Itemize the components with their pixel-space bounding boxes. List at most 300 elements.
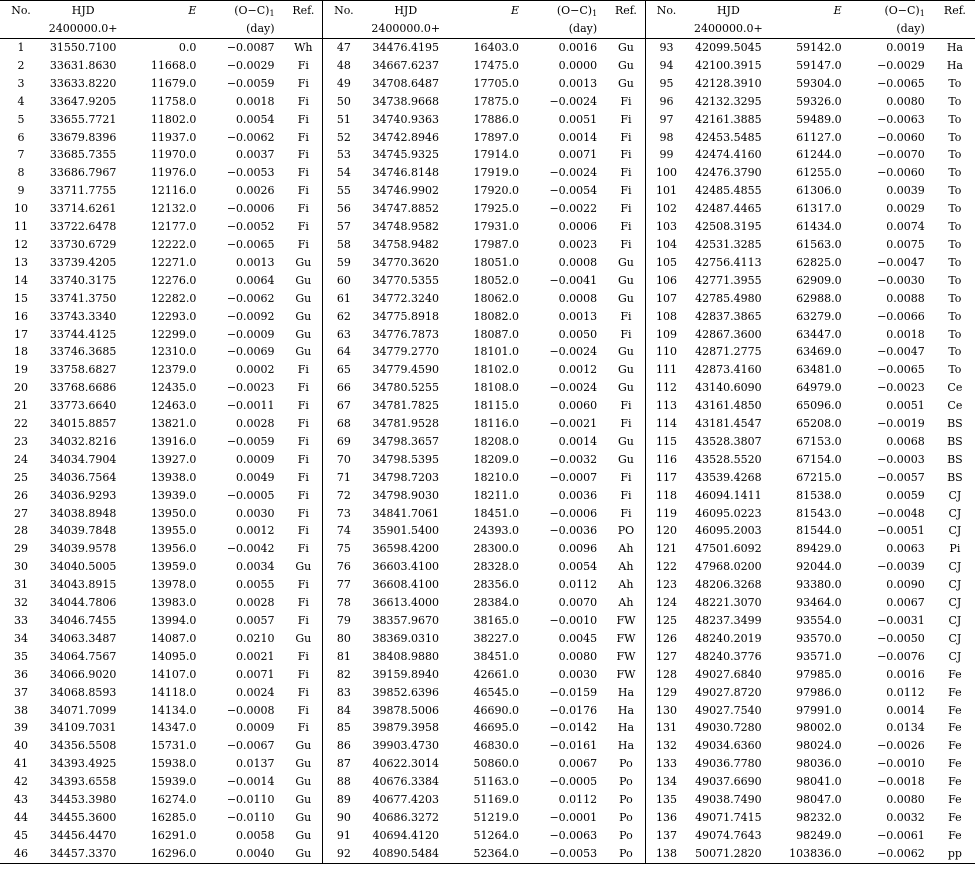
cell-ref: Fi [297,148,309,162]
cell-no: 115 [645,433,687,451]
cell-ref: Fi [620,237,632,251]
cell-oc: 0.0071 [236,667,275,681]
cell-no: 3 [17,76,25,90]
cell-hjd: 42867.3600 [695,327,762,341]
cell-ref: Gu [618,76,634,90]
cell-epoch: 17931.0 [473,220,519,234]
cell-no: 137 [645,827,687,845]
cell-ref: To [948,345,962,359]
cell-hjd: 48237.3499 [695,614,762,627]
cell-oc: −0.0018 [877,775,925,789]
cell-hjd: 48206.3268 [695,578,762,592]
cell-no: 136 [645,809,687,827]
cell-oc: 0.0051 [558,112,598,126]
cell-hjd: 40677.4203 [372,793,439,807]
cell-epoch: 17886.0 [473,112,519,126]
cell-hjd: 34742.8946 [372,130,439,144]
cell-ref: Fi [297,452,309,466]
cell-ref: BS [947,434,963,448]
cell-no: 74 [323,522,365,540]
cell-hjd: 33686.7967 [49,166,117,180]
cell-oc: 0.0064 [236,273,275,287]
cell-oc: −0.0065 [877,363,925,377]
cell-hjd: 34071.7099 [49,703,117,717]
table-row [0,433,975,451]
cell-no: 86 [323,737,365,755]
table-body [0,39,975,864]
table-row [0,146,975,164]
cell-epoch: 17920.0 [473,184,519,198]
table-row [0,129,975,147]
cell-no: 19 [14,363,29,377]
cell-oc: 0.0030 [236,506,275,520]
cell-hjd: 42771.3955 [695,273,762,287]
header-ref: Ref. [935,1,975,21]
cell-epoch: 15939.0 [150,775,197,789]
cell-epoch: 97986.0 [796,685,842,699]
cell-hjd: 34781.7825 [372,399,439,413]
cell-ref: Ce [947,381,963,395]
cell-oc: −0.0014 [226,775,275,789]
cell-ref: Po [619,828,633,842]
cell-epoch: 28384.0 [473,596,519,610]
cell-ref: Gu [618,381,634,395]
cell-ref: To [948,148,962,162]
cell-oc: −0.0059 [226,76,275,90]
cell-oc: −0.0032 [549,452,598,466]
cell-epoch: 14107.0 [150,667,197,681]
cell-oc: −0.0057 [877,470,925,484]
cell-hjd: 42785.4980 [695,291,762,305]
cell-epoch: 98047.0 [796,793,842,807]
cell-hjd: 36598.4200 [372,542,439,556]
header-hjd-offset: 2400000.0+ [687,20,769,39]
cell-oc: −0.0069 [226,345,275,359]
cell-oc: 0.0063 [886,542,925,556]
cell-epoch: 14347.0 [150,721,197,735]
cell-oc: 0.0018 [236,94,275,108]
cell-hjd: 34457.3370 [42,845,124,863]
cell-epoch: 61306.0 [796,184,842,198]
header-e: E [769,1,847,21]
table-row [0,451,975,469]
cell-ref: Fi [297,184,309,198]
cell-ref: FW [616,614,636,627]
cell-epoch: 18209.0 [473,452,519,466]
header-oc [202,1,284,21]
cell-no: 12 [14,237,29,251]
header-oc-index: 1 [269,9,275,18]
cell-oc: −0.0047 [877,345,925,359]
cell-oc: −0.0092 [226,309,275,323]
cell-oc: −0.0024 [549,94,598,108]
cell-oc: −0.0060 [877,166,925,180]
table-row [0,182,975,200]
cell-hjd: 46094.1411 [695,488,762,502]
cell-oc: −0.0050 [877,631,925,645]
cell-hjd: 34040.5005 [49,560,117,574]
cell-hjd: 33768.6686 [49,381,117,395]
cell-hjd: 34776.7873 [372,327,439,341]
cell-ref: Fi [620,220,632,234]
cell-oc: 0.0014 [886,703,925,717]
cell-ref: CJ [948,506,962,520]
cell-oc: 0.0080 [886,793,925,807]
cell-oc: 0.0008 [558,255,598,269]
table-row [0,164,975,182]
cell-no: 81 [323,648,365,666]
cell-ref: Fi [620,112,632,126]
cell-hjd: 33739.4205 [49,255,117,269]
cell-oc: 0.0037 [236,148,275,162]
cell-ref: Wh [294,41,313,54]
cell-no: 104 [645,236,687,254]
cell-hjd: 50071.2820 [687,845,769,863]
cell-epoch: 18051.0 [473,255,519,269]
header-blank [769,20,847,39]
cell-epoch: 17914.0 [473,148,519,162]
cell-no: 134 [645,773,687,791]
cell-oc: −0.0065 [877,76,925,90]
cell-no: 96 [645,93,687,111]
header-oc-index: 1 [592,9,598,18]
cell-hjd: 39879.3958 [372,721,439,735]
cell-hjd: 46095.2003 [695,524,762,538]
cell-epoch: 17919.0 [473,166,519,180]
cell-ref: Fi [297,237,309,251]
header-oc [525,1,607,21]
cell-epoch: 24393.0 [473,524,519,538]
cell-hjd: 33714.6261 [49,202,117,216]
cell-no: 49 [323,75,365,93]
cell-epoch: 51264.0 [473,828,519,842]
cell-no: 6 [17,130,25,144]
cell-epoch: 12299.0 [150,327,197,341]
cell-no: 102 [645,200,687,218]
cell-ref: CJ [948,631,962,645]
cell-oc: 0.0049 [236,470,275,484]
cell-ref: Fi [297,614,309,627]
cell-no: 80 [323,630,365,648]
cell-ref: FW [616,649,636,663]
cell-oc: −0.0076 [877,649,925,663]
table-row [0,791,975,809]
cell-hjd: 34748.9582 [372,220,439,234]
cell-oc: −0.0011 [226,399,275,413]
cell-ref: PO [617,524,635,538]
cell-epoch: 63481.0 [796,363,842,377]
cell-ref: Fe [948,775,962,789]
cell-oc: 0.0134 [886,721,925,735]
cell-oc: 0.0012 [558,363,598,377]
cell-oc: 0.0137 [236,757,275,771]
cell-no: 47 [323,39,365,57]
cell-epoch: 18087.0 [473,327,519,341]
cell-epoch: 16285.0 [150,810,197,824]
cell-no: 29 [14,542,29,556]
cell-hjd: 34036.9293 [49,488,117,502]
cell-hjd: 34775.8918 [372,309,439,323]
cell-no: 79 [323,612,365,630]
cell-hjd: 33633.8220 [49,76,117,90]
cell-ref: Ah [618,578,634,592]
header-hjd: HJD [687,1,769,21]
cell-hjd: 34708.6487 [372,76,439,90]
cell-ref: Gu [295,327,312,341]
cell-epoch: 28300.0 [473,542,519,556]
cell-no: 62 [323,308,365,326]
cell-hjd: 49030.7280 [695,721,762,735]
cell-no: 9 [17,184,25,198]
cell-epoch: 17925.0 [473,202,519,216]
cell-ref: Gu [295,273,312,287]
cell-epoch: 17987.0 [473,237,519,251]
table-row [0,93,975,111]
cell-epoch: 46690.0 [473,703,519,717]
cell-hjd: 33647.9205 [49,94,117,108]
cell-oc: −0.0062 [226,130,275,144]
cell-ref: BS [947,452,963,466]
cell-oc: 0.0075 [886,237,925,251]
cell-ref: CJ [948,488,962,502]
cell-ref: Fe [948,721,962,735]
cell-no: 73 [323,505,365,523]
cell-oc: 0.0070 [558,596,598,610]
cell-epoch: 64979.0 [796,381,842,395]
cell-ref: Fi [297,381,309,395]
cell-no: 13 [14,255,29,269]
cell-no: 23 [14,434,29,448]
cell-hjd: 34772.3240 [372,291,439,305]
cell-no: 37 [14,685,29,699]
cell-epoch: 63469.0 [796,345,842,359]
cell-hjd: 34747.8852 [372,202,439,216]
cell-ref: Fi [297,685,309,699]
cell-oc: −0.0059 [226,434,275,448]
cell-oc: −0.0070 [877,148,925,162]
header-no: No. [645,1,687,21]
cell-epoch: 51219.0 [473,810,519,824]
cell-epoch: 13956.0 [150,542,197,556]
cell-oc: 0.0112 [558,578,598,592]
table-row [0,666,975,684]
table-row [0,737,975,755]
cell-epoch: 62988.0 [796,291,842,305]
cell-hjd: 36613.4000 [372,596,439,610]
cell-oc: −0.0054 [549,184,598,198]
cell-no: 44 [14,810,29,824]
cell-no: 7 [17,148,25,162]
cell-hjd: 42476.3790 [695,166,762,180]
cell-ref: BS [947,417,963,431]
cell-no: 28 [14,524,29,538]
cell-oc: −0.0006 [226,202,275,216]
cell-oc: 0.0016 [558,41,598,54]
cell-oc: −0.0024 [549,381,598,395]
table-row [0,558,975,576]
cell-oc: −0.0067 [226,739,275,753]
cell-oc: 0.0055 [236,578,275,592]
cell-no: 51 [323,111,365,129]
cell-oc: −0.0005 [549,775,598,789]
header-oc-main: (O−C) [556,4,593,17]
cell-oc: −0.0063 [549,828,598,842]
cell-oc: −0.0042 [226,542,275,556]
cell-ref: To [948,94,962,108]
cell-epoch: 13983.0 [150,596,197,610]
cell-hjd: 42132.3295 [695,94,762,108]
header-oc-main: (O−C) [884,4,920,17]
table-row [0,755,975,773]
cell-ref: Fi [297,667,309,681]
cell-ref: Fi [297,220,309,234]
cell-hjd: 34039.9578 [49,542,117,556]
header-hjd: HJD [42,1,124,21]
cell-hjd: 33711.7755 [49,184,117,198]
cell-no: 88 [323,773,365,791]
cell-oc: −0.0087 [226,41,275,54]
cell-epoch: 63279.0 [796,309,842,323]
cell-oc: −0.0009 [226,327,275,341]
cell-no: 90 [323,809,365,827]
cell-epoch: 18052.0 [473,273,519,287]
cell-epoch: 38227.0 [473,631,519,645]
cell-no: 66 [323,379,365,397]
cell-hjd: 42161.3885 [695,112,762,126]
cell-ref: BS [947,470,963,484]
cell-epoch: 61434.0 [796,220,842,234]
cell-hjd: 34109.7031 [49,721,117,735]
table-row [0,111,975,129]
header-blank [645,20,687,39]
cell-ref: Gu [285,845,323,863]
cell-hjd: 43181.4547 [695,417,762,431]
cell-epoch: 12132.0 [150,202,197,216]
cell-epoch: 59304.0 [796,76,842,90]
cell-epoch: 13950.0 [150,506,197,520]
cell-epoch: 97991.0 [796,703,842,717]
cell-hjd: 34015.8857 [49,417,117,431]
table-row [0,594,975,612]
cell-no: 14 [14,273,29,287]
cell-ref: Gu [618,345,634,359]
cell-epoch: 0.0 [178,41,197,54]
cell-no: 53 [323,146,365,164]
cell-ref: Gu [295,775,312,789]
table-row [0,702,975,720]
cell-epoch: 18102.0 [473,363,519,377]
table-row [0,522,975,540]
cell-hjd: 38408.9880 [372,649,439,663]
cell-ref: Fi [620,309,632,323]
cell-hjd: 39903.4730 [372,739,439,753]
cell-ref: Gu [295,739,312,753]
cell-no: 100 [645,164,687,182]
cell-ref: Ha [617,721,635,735]
cell-ref: Ha [617,739,635,753]
cell-oc: 0.0013 [558,309,598,323]
cell-no: 117 [645,469,687,487]
cell-ref: Fe [948,828,962,842]
cell-oc: 0.0019 [886,41,925,54]
cell-ref: Fi [297,703,309,717]
cell-epoch: 11758.0 [150,94,197,108]
cell-oc: 0.0030 [558,667,598,681]
cell-epoch: 52364.0 [447,845,525,863]
cell-ref: pp [935,845,975,863]
cell-hjd: 34780.5255 [372,381,439,395]
cell-ref: To [948,309,962,323]
cell-epoch: 12271.0 [150,255,197,269]
cell-no: 97 [645,111,687,129]
cell-epoch: 61127.0 [796,130,842,144]
cell-ref: Gu [618,452,634,466]
cell-hjd: 49074.7643 [695,828,762,842]
cell-ref: To [948,273,962,287]
cell-hjd: 49037.6690 [695,775,762,789]
header-no: No. [0,1,42,21]
cell-no: 135 [645,791,687,809]
table-row [0,379,975,397]
cell-hjd: 34758.9482 [372,237,439,251]
cell-no: 21 [14,399,29,413]
cell-no: 111 [645,361,687,379]
cell-hjd: 34036.7564 [49,470,117,484]
cell-epoch: 93464.0 [796,596,842,610]
cell-ref: To [948,130,962,144]
cell-epoch: 13821.0 [150,417,197,431]
cell-ref: Gu [618,363,634,377]
cell-ref: To [948,363,962,377]
cell-ref: FW [616,631,636,645]
cell-ref: CJ [948,578,962,592]
header-blank [935,20,975,39]
cell-hjd: 33730.6729 [49,237,117,251]
cell-oc: 0.0080 [886,94,925,108]
cell-oc: 0.0050 [558,327,598,341]
cell-ref: Fi [297,399,309,413]
cell-ref: Gu [295,793,312,807]
cell-epoch: 12463.0 [150,399,197,413]
table-row [0,576,975,594]
cell-hjd: 42453.5485 [695,130,762,144]
cell-epoch: 12310.0 [150,345,197,359]
cell-ref: Po [619,757,633,771]
table-row [0,200,975,218]
cell-hjd: 34063.3487 [49,631,117,645]
cell-no: 116 [645,451,687,469]
cell-ref: CJ [948,560,962,574]
cell-no: 126 [645,630,687,648]
cell-ref: FW [616,667,636,681]
cell-oc: 0.0060 [558,399,598,413]
cell-hjd: 34039.7848 [49,524,117,538]
cell-epoch: 14095.0 [150,649,197,663]
cell-hjd: 47968.0200 [695,560,762,574]
table-row [0,415,975,433]
cell-hjd: 43528.3807 [695,434,762,448]
cell-oc: 0.0088 [886,291,925,305]
cell-ref: Fe [948,703,962,717]
cell-no: 60 [323,272,365,290]
cell-ref: To [948,255,962,269]
cell-epoch: 46545.0 [473,685,519,699]
cell-ref: Fi [297,76,309,90]
cell-hjd: 34779.2770 [372,345,439,359]
cell-oc: 0.0012 [236,524,275,538]
cell-no: 64 [323,343,365,361]
cell-no: 31 [14,578,29,592]
